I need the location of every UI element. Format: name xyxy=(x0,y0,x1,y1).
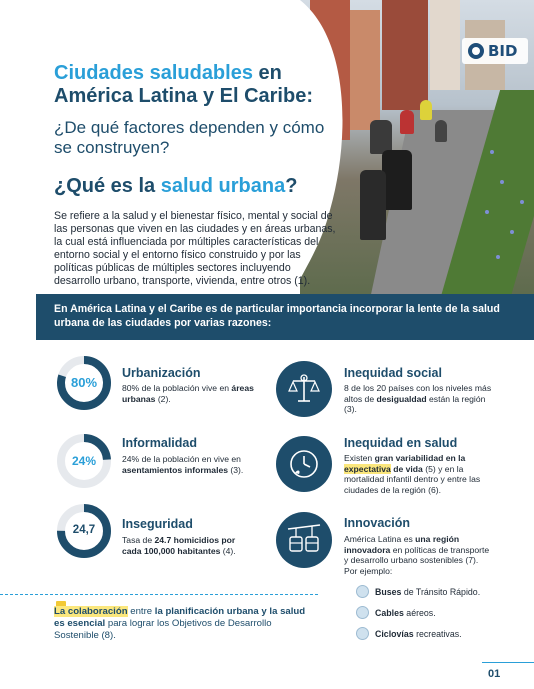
collab-note xyxy=(54,606,314,642)
bullet-dot-icon xyxy=(356,585,369,598)
inseguridad-title: Inseguridad xyxy=(122,517,193,531)
heading-accent: salud urbana xyxy=(160,175,286,197)
collab-part-3: la planificación urbana y la salud es esencial xyxy=(54,606,306,629)
example-ciclovias-label xyxy=(375,629,462,639)
bid-logo xyxy=(462,38,528,64)
banner-text: En América Latina y el Caribe es de particular importancia incorporar la lente de la salud urbana de las ciudades por varias razones: xyxy=(54,303,500,329)
section-heading xyxy=(54,175,297,198)
inequidad-salud-highlight: expectativa xyxy=(344,463,391,474)
inseguridad-text-c: (4). xyxy=(220,545,236,556)
collab-part-4: para lograr los Objetivos de Desarrollo Sostenible (8). xyxy=(54,618,272,641)
inequidad-social-text xyxy=(344,383,492,415)
title-rest: en xyxy=(252,62,282,84)
example-brt-bold: Buses xyxy=(375,586,402,597)
informalidad-value: 24% xyxy=(71,454,97,468)
clock-heart-icon xyxy=(276,436,332,492)
innovacion-text-c: en políticas de transporte y desarrollo urbano sostenibles (7). Por ejemplo: xyxy=(344,544,490,576)
inequidad-salud-text-a: Existen xyxy=(344,453,375,463)
example-ciclovias xyxy=(356,627,462,640)
intro-paragraph: Se refiere a la salud y el bienestar físico, mental y social de las personas que viven en las ciudades y en áreas urbanas, la cual está influenciada por múltiples características del entorno social y el entorno físico construido y por las políticas públicas de múltiples sectores incluyendo desarrollo urbano, transporte, vivienda, entre otros (1). xyxy=(54,210,336,287)
cable-car-icon xyxy=(276,512,332,568)
example-cables xyxy=(356,606,436,619)
urbanizacion-text-c: (2). xyxy=(155,393,171,404)
informalidad-title: Informalidad xyxy=(122,436,198,450)
example-brt-label xyxy=(375,587,480,597)
title-accent: Ciudades saludables xyxy=(54,62,253,84)
heading-prefix: ¿Qué es la xyxy=(54,175,161,197)
inequidad-salud-text-d: de vida xyxy=(390,463,423,474)
urbanizacion-title: Urbanización xyxy=(122,366,201,380)
inequidad-salud-text xyxy=(344,453,492,495)
inequidad-social-title: Inequidad social xyxy=(344,366,442,380)
collab-part-1: La colaboración xyxy=(54,606,128,617)
inequidad-social-text-c: están la región (3). xyxy=(344,393,486,414)
example-brt xyxy=(356,585,480,598)
inseguridad-value: 24,7 xyxy=(72,524,96,536)
innovacion-text-a: América Latina es xyxy=(344,534,416,544)
page-number: 01 xyxy=(488,668,501,680)
innovacion-title: Innovación xyxy=(344,516,410,530)
footer-line xyxy=(482,662,534,663)
inequidad-social-text-a: 8 de los 20 países con los niveles más altos de xyxy=(344,383,492,404)
inseguridad-text-b: 24.7 homicidios por cada 100,000 habitantes xyxy=(122,535,236,556)
scales-icon xyxy=(276,361,332,417)
informalidad-text-c: (3). xyxy=(228,464,244,475)
example-cables-rest: aéreos. xyxy=(403,607,436,618)
inseguridad-text-a: Tasa de xyxy=(122,535,155,545)
example-cables-bold: Cables xyxy=(375,607,404,618)
innovacion-text-b: una región innovadora xyxy=(344,534,460,555)
informalidad-text-b: asentamientos informales xyxy=(122,464,229,475)
bid-logo-mark-icon xyxy=(468,43,484,59)
urbanizacion-text-b: áreas urbanas xyxy=(122,383,254,404)
inseguridad-text xyxy=(122,535,254,556)
example-ciclovias-bold: Ciclovías xyxy=(375,628,414,639)
example-brt-rest: de Tránsito Rápido. xyxy=(401,586,481,597)
bullet-dot-icon xyxy=(356,606,369,619)
bullet-dot-icon xyxy=(356,627,369,640)
inequidad-salud-title: Inequidad en salud xyxy=(344,436,458,450)
inequidad-social-text-b: desigualdad xyxy=(376,393,427,404)
reasons-banner xyxy=(36,294,534,340)
example-ciclovias-rest: recreativas. xyxy=(413,628,462,639)
inequidad-salud-text-b: gran variabilidad en la xyxy=(374,453,466,463)
innovacion-text xyxy=(344,534,492,576)
inequidad-salud-text-c: (5) y en la mortalidad infantil dentro y entre las ciudades de la región (6). xyxy=(344,463,481,495)
informalidad-text xyxy=(122,454,254,475)
urbanizacion-text xyxy=(122,383,254,404)
urbanizacion-text-a: 80% de la población vive en xyxy=(122,383,232,393)
title-line-2: América Latina y El Caribe: xyxy=(54,85,313,107)
urbanizacion-value: 80% xyxy=(70,375,98,390)
collab-part-2: entre xyxy=(127,606,155,617)
example-cables-label xyxy=(375,608,436,618)
page-subtitle: ¿De qué factores dependen y cómo se construyen? xyxy=(54,118,325,157)
collab-divider xyxy=(0,594,318,595)
heading-suffix: ? xyxy=(285,175,298,197)
page-title xyxy=(54,62,354,108)
informalidad-text-a: 24% de la población en vive en xyxy=(122,454,241,464)
bid-logo-text: BID xyxy=(488,42,518,60)
